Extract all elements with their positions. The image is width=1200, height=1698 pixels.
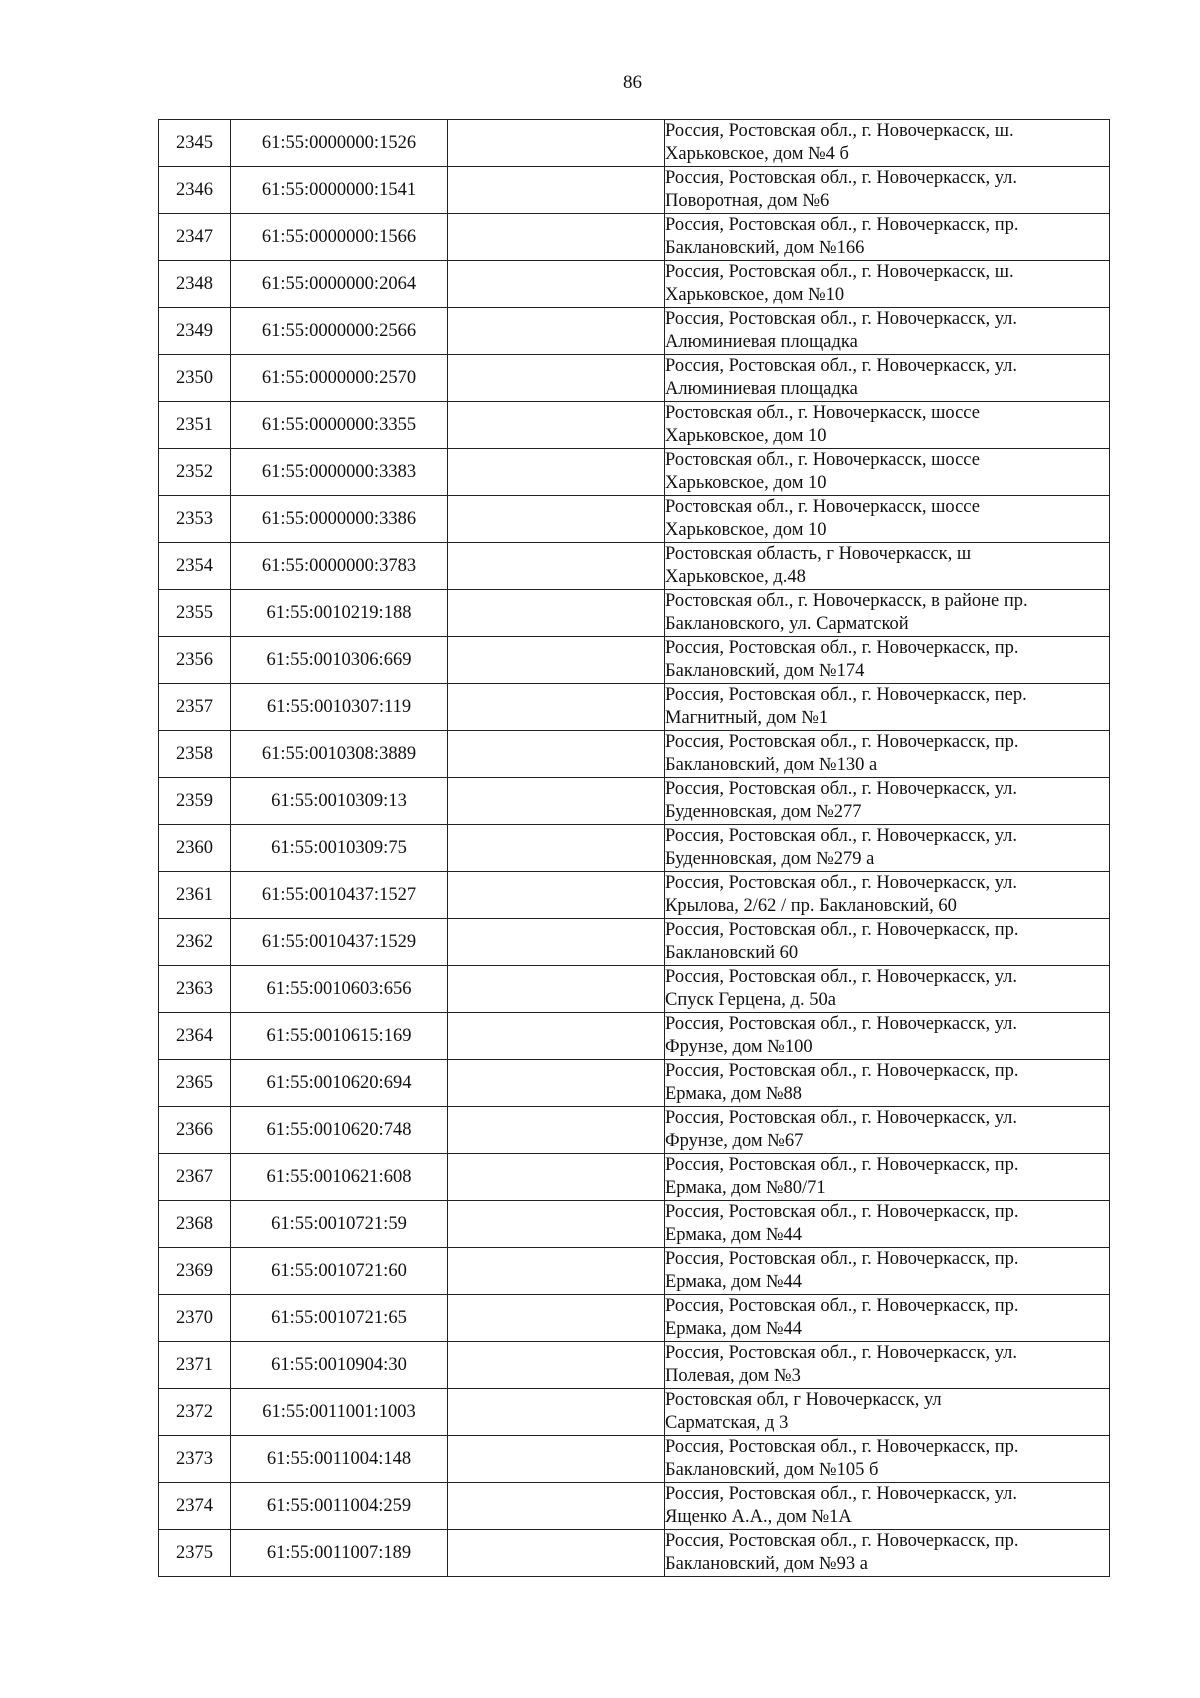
cadastral-number-cell: 61:55:0011004:148 [231, 1436, 448, 1483]
address-cell [665, 1389, 1110, 1436]
row-number-cell: 2350 [159, 355, 231, 402]
address-line-2: Фрунзе, дом №100 [665, 1037, 813, 1057]
table-row [159, 919, 1110, 966]
address-cell [665, 1436, 1110, 1483]
empty-cell [448, 872, 665, 919]
address-line-1: Россия, Ростовская обл., г. Новочеркасск, ш. [665, 262, 1014, 282]
address-cell [665, 684, 1110, 731]
cadastral-number-cell: 61:55:0000000:1541 [231, 167, 448, 214]
address-cell [665, 308, 1110, 355]
cadastral-number-cell: 61:55:0000000:3355 [231, 402, 448, 449]
address-line-1: Россия, Ростовская обл., г. Новочеркасск, пр. [665, 920, 1019, 940]
address-line-1: Россия, Ростовская обл., г. Новочеркасск, ул. [665, 779, 1018, 799]
table-row [159, 120, 1110, 167]
cadastral-number-cell: 61:55:0000000:3386 [231, 496, 448, 543]
cadastral-number-cell: 61:55:0000000:1526 [231, 120, 448, 167]
table-row [159, 778, 1110, 825]
row-number-cell: 2371 [159, 1342, 231, 1389]
table-row [159, 449, 1110, 496]
row-number-cell: 2359 [159, 778, 231, 825]
address-line-1: Россия, Ростовская обл., г. Новочеркасск, пр. [665, 1437, 1019, 1457]
empty-cell [448, 590, 665, 637]
address-line-1: Ростовская обл., г. Новочеркасск, в районе пр. [665, 591, 1028, 611]
address-line-2: Алюминиевая площадка [665, 332, 858, 352]
address-line-2: Ященко А.А., дом №1А [665, 1507, 852, 1527]
empty-cell [448, 1436, 665, 1483]
empty-cell [448, 1342, 665, 1389]
table-row [159, 214, 1110, 261]
table-row [159, 1342, 1110, 1389]
empty-cell [448, 731, 665, 778]
table-row [159, 1248, 1110, 1295]
cadastral-number-cell: 61:55:0010309:13 [231, 778, 448, 825]
address-cell [665, 120, 1110, 167]
address-line-1: Россия, Ростовская обл., г. Новочеркасск, ул. [665, 873, 1018, 893]
table-row [159, 543, 1110, 590]
table-row [159, 1060, 1110, 1107]
registry-table-body [159, 120, 1110, 1577]
table-row [159, 261, 1110, 308]
row-number-cell: 2351 [159, 402, 231, 449]
empty-cell [448, 1295, 665, 1342]
cadastral-number-cell: 61:55:0000000:1566 [231, 214, 448, 261]
row-number-cell: 2370 [159, 1295, 231, 1342]
table-row [159, 308, 1110, 355]
cadastral-number-cell: 61:55:0010437:1527 [231, 872, 448, 919]
table-row [159, 1201, 1110, 1248]
address-line-2: Харьковское, дом №10 [665, 285, 845, 305]
row-number-cell: 2353 [159, 496, 231, 543]
address-line-2: Магнитный, дом №1 [665, 708, 829, 728]
empty-cell [448, 1060, 665, 1107]
address-line-1: Россия, Ростовская обл., г. Новочеркасск, ул. [665, 1343, 1018, 1363]
address-line-2: Ермака, дом №88 [665, 1084, 803, 1104]
table-row [159, 590, 1110, 637]
row-number-cell: 2356 [159, 637, 231, 684]
address-cell [665, 496, 1110, 543]
row-number-cell: 2366 [159, 1107, 231, 1154]
empty-cell [448, 308, 665, 355]
address-cell [665, 1201, 1110, 1248]
row-number-cell: 2360 [159, 825, 231, 872]
address-line-2: Спуск Герцена, д. 50а [665, 990, 836, 1010]
cadastral-number-cell: 61:55:0000000:2064 [231, 261, 448, 308]
cadastral-number-cell: 61:55:0010621:608 [231, 1154, 448, 1201]
cadastral-number-cell: 61:55:0010307:119 [231, 684, 448, 731]
empty-cell [448, 919, 665, 966]
table-row [159, 966, 1110, 1013]
address-line-2: Баклановский, дом №174 [665, 661, 865, 681]
page-number: 86 [623, 72, 642, 93]
address-line-1: Россия, Ростовская обл., г. Новочеркасск, ул. [665, 826, 1018, 846]
registry-table [158, 119, 1110, 1577]
table-row [159, 1107, 1110, 1154]
address-line-1: Ростовская обл., г. Новочеркасск, шоссе [665, 497, 980, 517]
row-number-cell: 2362 [159, 919, 231, 966]
table-row [159, 825, 1110, 872]
address-line-1: Россия, Ростовская обл., г. Новочеркасск, пр. [665, 1061, 1019, 1081]
table-row [159, 1295, 1110, 1342]
address-line-2: Харьковское, д.48 [665, 567, 806, 587]
address-cell [665, 731, 1110, 778]
table-row [159, 1389, 1110, 1436]
row-number-cell: 2349 [159, 308, 231, 355]
address-line-1: Россия, Ростовская обл., г. Новочеркасск, ул. [665, 309, 1018, 329]
empty-cell [448, 1530, 665, 1577]
address-line-2: Баклановский, дом №130 а [665, 755, 878, 775]
address-cell [665, 637, 1110, 684]
address-line-1: Россия, Ростовская обл., г. Новочеркасск, ул. [665, 356, 1018, 376]
table-row [159, 167, 1110, 214]
address-line-2: Сарматская, д 3 [665, 1413, 789, 1433]
empty-cell [448, 1201, 665, 1248]
row-number-cell: 2361 [159, 872, 231, 919]
cadastral-number-cell: 61:55:0000000:3383 [231, 449, 448, 496]
cadastral-number-cell: 61:55:0010721:65 [231, 1295, 448, 1342]
empty-cell [448, 214, 665, 261]
address-line-1: Россия, Ростовская обл., г. Новочеркасск, пр. [665, 1249, 1019, 1269]
address-line-1: Россия, Ростовская обл., г. Новочеркасск, пр. [665, 1531, 1019, 1551]
address-line-2: Ермака, дом №44 [665, 1272, 803, 1292]
empty-cell [448, 1013, 665, 1060]
address-cell [665, 1483, 1110, 1530]
empty-cell [448, 966, 665, 1013]
address-line-2: Буденновская, дом №277 [665, 802, 862, 822]
address-line-1: Россия, Ростовская обл., г. Новочеркасск, пр. [665, 215, 1019, 235]
address-cell [665, 1342, 1110, 1389]
empty-cell [448, 1483, 665, 1530]
cadastral-number-cell: 61:55:0011007:189 [231, 1530, 448, 1577]
address-cell [665, 214, 1110, 261]
address-line-2: Баклановский 60 [665, 943, 799, 963]
address-cell [665, 167, 1110, 214]
cadastral-number-cell: 61:55:0010306:669 [231, 637, 448, 684]
address-line-2: Алюминиевая площадка [665, 379, 858, 399]
table-row [159, 1154, 1110, 1201]
address-line-2: Баклановский, дом №105 б [665, 1460, 879, 1480]
address-cell [665, 825, 1110, 872]
empty-cell [448, 167, 665, 214]
address-cell [665, 1530, 1110, 1577]
empty-cell [448, 1154, 665, 1201]
address-line-2: Фрунзе, дом №67 [665, 1131, 804, 1151]
cadastral-number-cell: 61:55:0010603:656 [231, 966, 448, 1013]
address-line-1: Россия, Ростовская обл., г. Новочеркасск, ул. [665, 967, 1018, 987]
empty-cell [448, 778, 665, 825]
address-cell [665, 1013, 1110, 1060]
table-row [159, 1013, 1110, 1060]
row-number-cell: 2354 [159, 543, 231, 590]
empty-cell [448, 1107, 665, 1154]
row-number-cell: 2369 [159, 1248, 231, 1295]
address-line-1: Россия, Ростовская обл., г. Новочеркасск, пр. [665, 1296, 1019, 1316]
cadastral-number-cell: 61:55:0010615:169 [231, 1013, 448, 1060]
row-number-cell: 2345 [159, 120, 231, 167]
row-number-cell: 2363 [159, 966, 231, 1013]
table-row [159, 402, 1110, 449]
address-cell [665, 919, 1110, 966]
address-line-1: Ростовская обл., г. Новочеркасск, шоссе [665, 403, 980, 423]
table-row [159, 1483, 1110, 1530]
address-line-2: Харьковское, дом 10 [665, 473, 827, 493]
address-line-2: Баклановский, дом №93 а [665, 1554, 868, 1574]
row-number-cell: 2365 [159, 1060, 231, 1107]
address-line-2: Поворотная, дом №6 [665, 191, 830, 211]
address-line-1: Россия, Ростовская обл., г. Новочеркасск, ул. [665, 168, 1018, 188]
address-cell [665, 966, 1110, 1013]
cadastral-number-cell: 61:55:0010309:75 [231, 825, 448, 872]
address-line-1: Ростовская обл, г Новочеркасск, ул [665, 1390, 942, 1410]
address-cell [665, 449, 1110, 496]
row-number-cell: 2348 [159, 261, 231, 308]
empty-cell [448, 684, 665, 731]
cadastral-number-cell: 61:55:0010219:188 [231, 590, 448, 637]
row-number-cell: 2347 [159, 214, 231, 261]
row-number-cell: 2375 [159, 1530, 231, 1577]
cadastral-number-cell: 61:55:0011001:1003 [231, 1389, 448, 1436]
address-line-2: Харьковское, дом 10 [665, 426, 827, 446]
row-number-cell: 2352 [159, 449, 231, 496]
empty-cell [448, 261, 665, 308]
address-cell [665, 590, 1110, 637]
empty-cell [448, 825, 665, 872]
address-line-2: Крылова, 2/62 / пр. Баклановский, 60 [665, 896, 957, 916]
cadastral-number-cell: 61:55:0000000:2570 [231, 355, 448, 402]
cadastral-number-cell: 61:55:0010437:1529 [231, 919, 448, 966]
address-line-1: Россия, Ростовская обл., г. Новочеркасск, ш. [665, 121, 1014, 141]
address-cell [665, 1060, 1110, 1107]
row-number-cell: 2346 [159, 167, 231, 214]
address-line-1: Россия, Ростовская обл., г. Новочеркасск, пр. [665, 1202, 1019, 1222]
row-number-cell: 2358 [159, 731, 231, 778]
empty-cell [448, 355, 665, 402]
address-line-1: Россия, Ростовская обл., г. Новочеркасск, ул. [665, 1108, 1018, 1128]
address-line-1: Россия, Ростовская обл., г. Новочеркасск, пр. [665, 1155, 1019, 1175]
address-line-1: Россия, Ростовская обл., г. Новочеркасск, пр. [665, 638, 1019, 658]
row-number-cell: 2372 [159, 1389, 231, 1436]
address-line-1: Россия, Ростовская обл., г. Новочеркасск, пр. [665, 732, 1019, 752]
address-cell [665, 778, 1110, 825]
cadastral-number-cell: 61:55:0010904:30 [231, 1342, 448, 1389]
address-line-2: Буденновская, дом №279 а [665, 849, 875, 869]
address-line-2: Баклановский, дом №166 [665, 238, 865, 258]
cadastral-number-cell: 61:55:0010620:694 [231, 1060, 448, 1107]
table-row [159, 1530, 1110, 1577]
address-cell [665, 1107, 1110, 1154]
empty-cell [448, 120, 665, 167]
row-number-cell: 2368 [159, 1201, 231, 1248]
address-line-2: Полевая, дом №3 [665, 1366, 801, 1386]
address-line-1: Ростовская область, г Новочеркасск, ш [665, 544, 972, 564]
table-row [159, 637, 1110, 684]
address-cell [665, 261, 1110, 308]
row-number-cell: 2373 [159, 1436, 231, 1483]
address-line-2: Баклановского, ул. Сарматской [665, 614, 909, 634]
empty-cell [448, 496, 665, 543]
table-row [159, 1436, 1110, 1483]
cadastral-number-cell: 61:55:0010308:3889 [231, 731, 448, 778]
address-line-2: Харьковское, дом №4 б [665, 144, 849, 164]
address-cell [665, 402, 1110, 449]
address-cell [665, 355, 1110, 402]
address-line-2: Ермака, дом №44 [665, 1225, 803, 1245]
row-number-cell: 2374 [159, 1483, 231, 1530]
cadastral-number-cell: 61:55:0011004:259 [231, 1483, 448, 1530]
empty-cell [448, 402, 665, 449]
address-cell [665, 1154, 1110, 1201]
empty-cell [448, 1389, 665, 1436]
table-row [159, 496, 1110, 543]
table-row [159, 731, 1110, 778]
cadastral-number-cell: 61:55:0010620:748 [231, 1107, 448, 1154]
row-number-cell: 2357 [159, 684, 231, 731]
empty-cell [448, 1248, 665, 1295]
cadastral-number-cell: 61:55:0010721:60 [231, 1248, 448, 1295]
address-line-1: Ростовская обл., г. Новочеркасск, шоссе [665, 450, 980, 470]
table-row [159, 872, 1110, 919]
empty-cell [448, 637, 665, 684]
address-line-2: Ермака, дом №80/71 [665, 1178, 826, 1198]
cadastral-number-cell: 61:55:0000000:3783 [231, 543, 448, 590]
address-cell [665, 1248, 1110, 1295]
address-line-2: Харьковское, дом 10 [665, 520, 827, 540]
address-line-1: Россия, Ростовская обл., г. Новочеркасск, ул. [665, 1014, 1018, 1034]
address-cell [665, 543, 1110, 590]
cadastral-number-cell: 61:55:0010721:59 [231, 1201, 448, 1248]
address-cell [665, 1295, 1110, 1342]
address-line-1: Россия, Ростовская обл., г. Новочеркасск, пер. [665, 685, 1027, 705]
row-number-cell: 2364 [159, 1013, 231, 1060]
cadastral-number-cell: 61:55:0000000:2566 [231, 308, 448, 355]
address-cell [665, 872, 1110, 919]
address-line-1: Россия, Ростовская обл., г. Новочеркасск, ул. [665, 1484, 1018, 1504]
row-number-cell: 2367 [159, 1154, 231, 1201]
empty-cell [448, 543, 665, 590]
empty-cell [448, 449, 665, 496]
table-row [159, 355, 1110, 402]
address-line-2: Ермака, дом №44 [665, 1319, 803, 1339]
row-number-cell: 2355 [159, 590, 231, 637]
table-row [159, 684, 1110, 731]
